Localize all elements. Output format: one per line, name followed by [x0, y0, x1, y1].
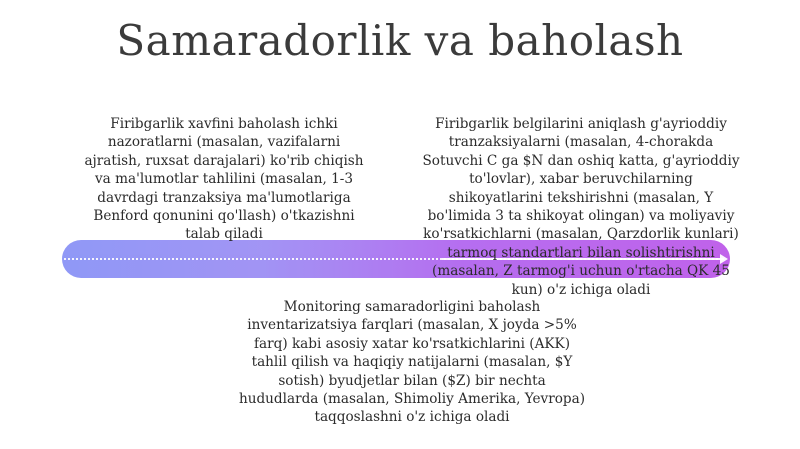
text-block-monitoring: Monitoring samaradorligini baholash inventarizatsiya farqlari (masalan, X joyda >5% farq) kabi asosiy xatar ko'rsatkichlarini (AKK) tahlil qilish va haqiqiy natijalarni (masalan, $Y sotish) byudjetlar bilan ($Z) bir nechta hududlarda (masalan, Shimoliy Amerika, Yevropa) taqqoslashni o'z ichiga oladi — [238, 299, 586, 426]
text-block-fraud-detection: Firibgarlik belgilarini aniqlash g'ayrioddiy tranzaksiyalarni (masalan, 4-chorakda Sotuvchi C ga $N dan oshiq katta, g'ayrioddiy to'lovlar), xabar beruvchilarning shikoyatlarini tekshirishni (masalan, Y bo'limida 3 ta shikoyat olingan) va moliyaviy ko'rsatkichlarni (masalan, Qarzdorlik kunlari) tarmoq standartlari bilan solishtirishni (masalan, Z tarmog'i uchun o'rtacha QK 45 kun) o'z ichiga oladi — [422, 116, 740, 298]
text-block-risk-assessment: Firibgarlik xavfini baholash ichki nazoratlarni (masalan, vazifalarni ajratish, ruxsat darajalari) ko'rib chiqish va ma'lumotlar tahlilini (masalan, 1-3 davrdagi tranzaksiya ma'lumotlariga Benford qonunini qo'llash) o'tkazishni talab qiladi — [84, 116, 364, 243]
slide-title: Samaradorlik va baholash — [116, 16, 684, 65]
